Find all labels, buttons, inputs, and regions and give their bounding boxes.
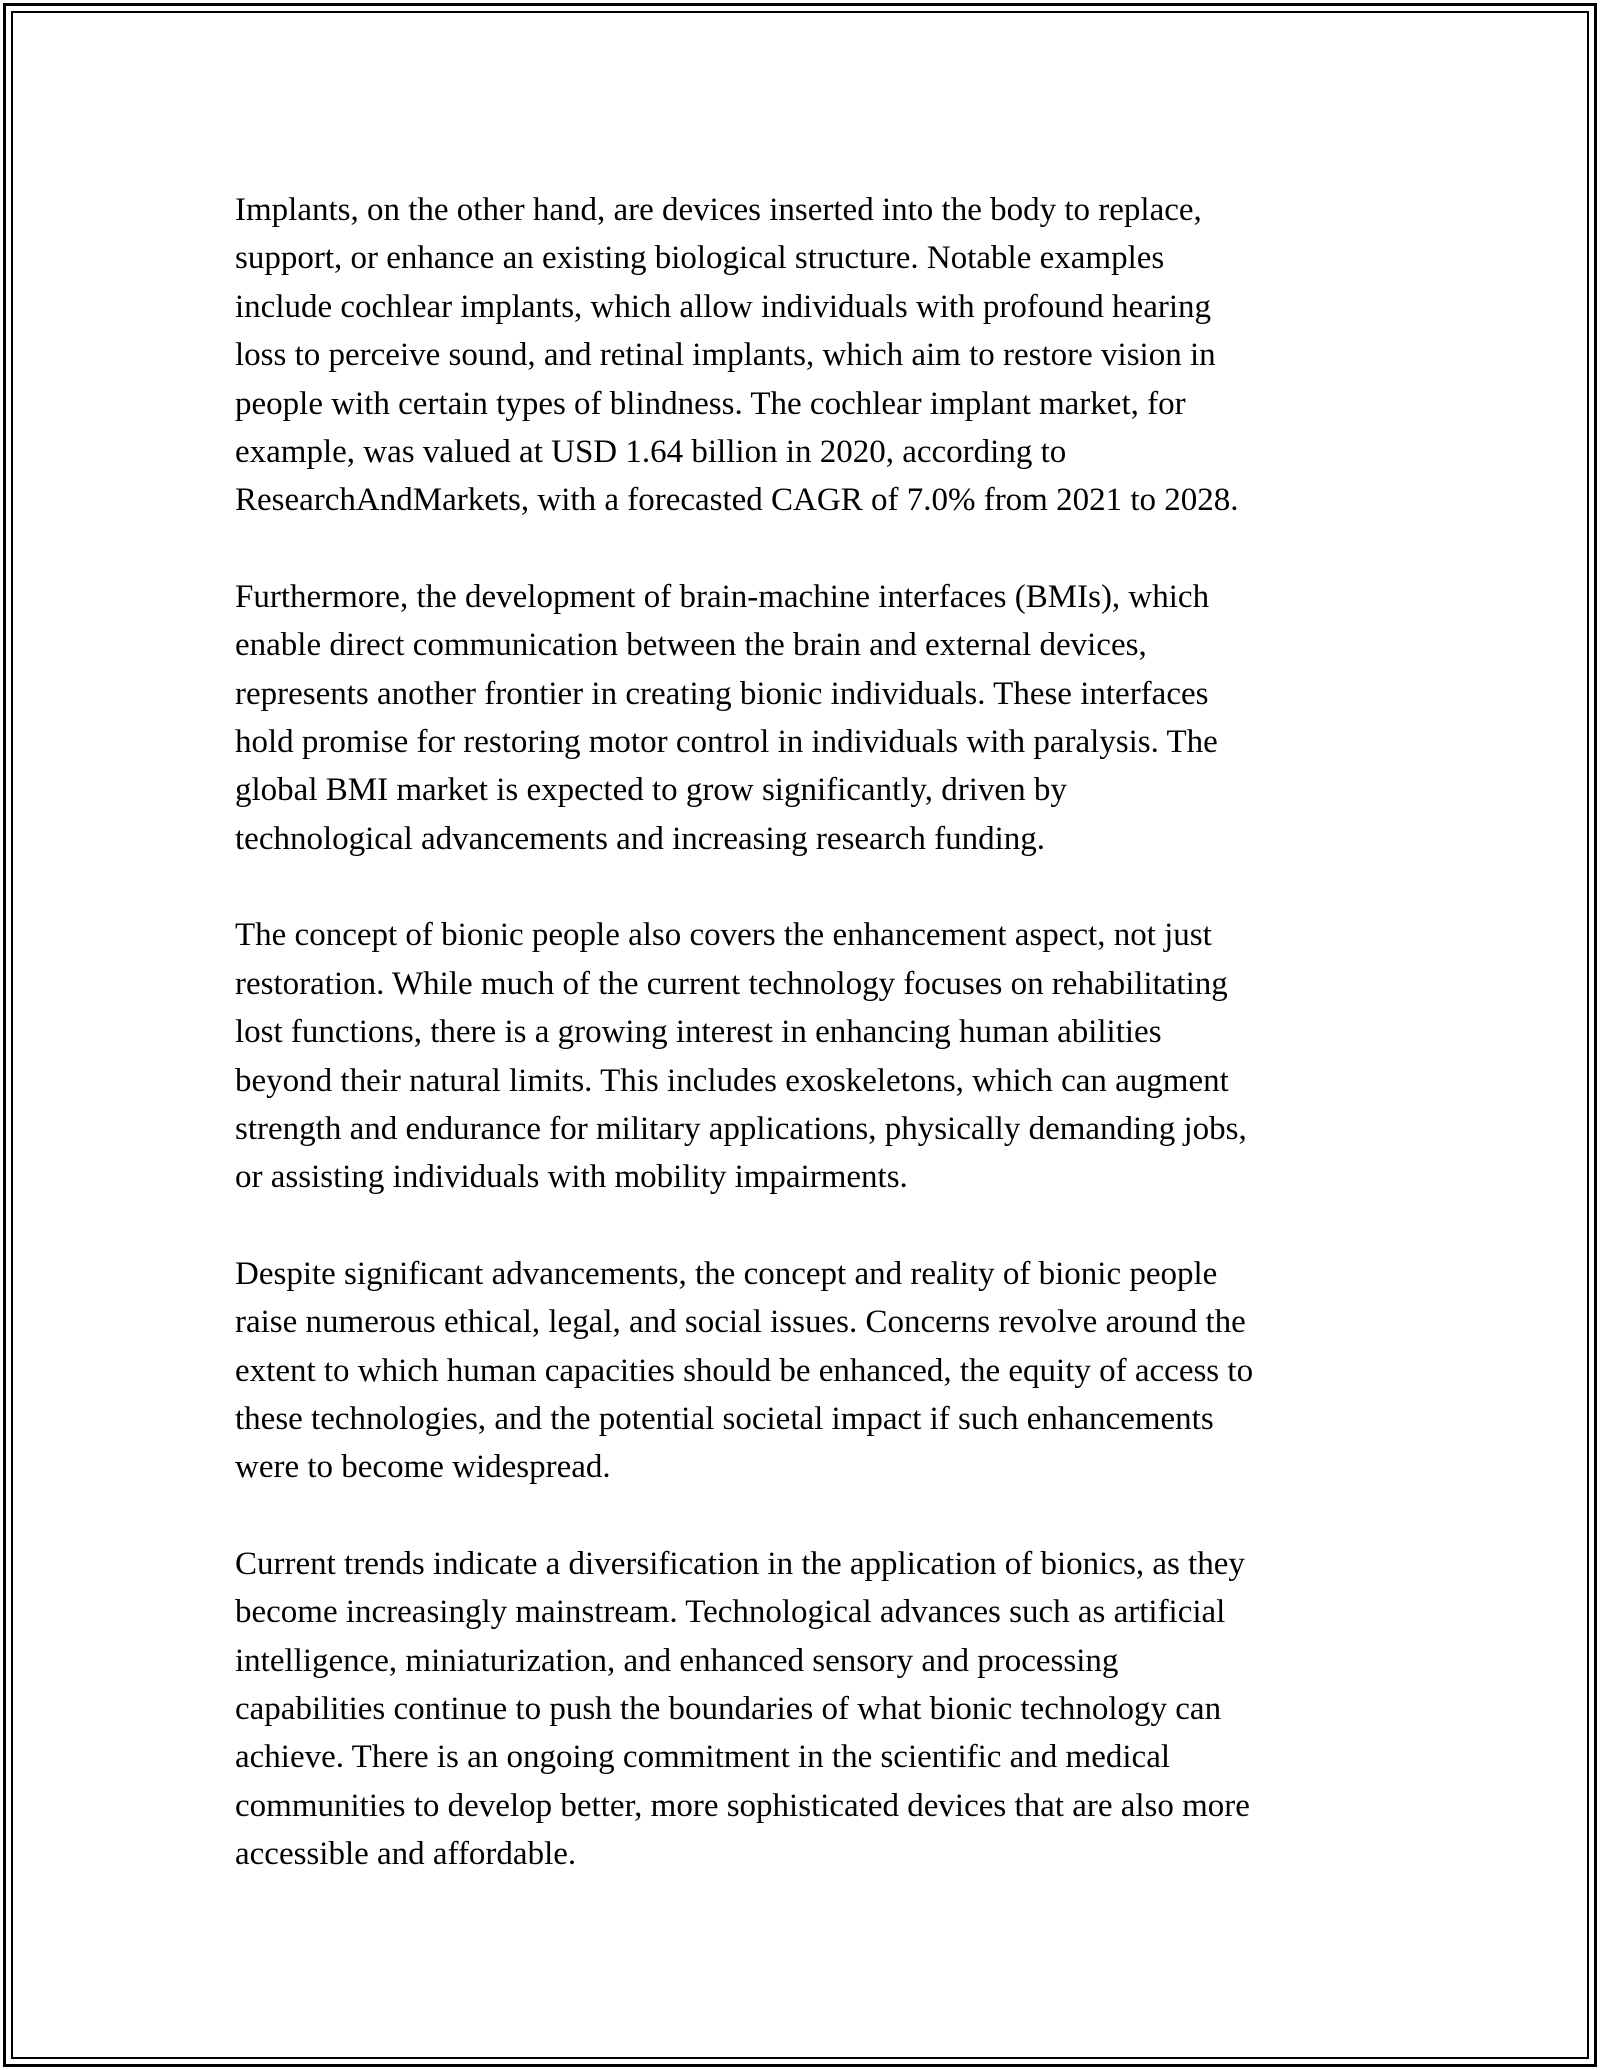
paragraph-ethical-issues: Despite significant advancements, the concept and reality of bionic people raise numerous ethical, legal, and social issues. Concerns revolve around the extent to which human capacities should be enhanced, the equity of access to these technologies, and the potential societal impact if such enhancements were to become widespread. [235, 1255, 1254, 1486]
paragraph-brain-machine-interfaces: Furthermore, the development of brain-machine interfaces (BMIs), which enable direct communication between the brain and external devices, represents another frontier in creating bionic individuals. These interfaces hold promise for restoring motor control in individuals with paralysis. The global BMI market is expected to grow significantly, driven by technological advancements and increasing research funding. [235, 578, 1218, 857]
paragraph-implants: Implants, on the other hand, are devices inserted into the body to replace, support, or enhance an existing biological structure. Notable examples include cochlear implants, which allow individuals with profound hearing loss to perceive sound, and retinal implants, which aim to restore vision in people with certain types of blindness. The cochlear implant market, for example, was valued at USD 1.64 billion in 2020, according to ResearchAndMarkets, with a forecasted CAGR of 7.0% from 2021 to 2028. [235, 192, 1239, 519]
paragraph-current-trends: Current trends indicate a diversification in the application of bionics, as they become increasingly mainstream. Technological advances such as artificial intelligence, miniaturization, and enhanced sensory and processing capabilities continue to push the boundaries of what bionic technology can achieve. There is an ongoing commitment in the scientific and medical communities to develop better, more sophisticated devices that are also more accessible and affordable. [235, 1545, 1250, 1873]
document-body [235, 186, 1375, 1927]
paragraph-enhancement: The concept of bionic people also covers the enhancement aspect, not just restoration. While much of the current technology focuses on rehabilitating lost functions, there is a growing interest in enhancing human abilities beyond their natural limits. This includes exoskeletons, which can augment strength and endurance for military applications, physically demanding jobs, or assisting individuals with mobility impairments. [235, 917, 1247, 1196]
